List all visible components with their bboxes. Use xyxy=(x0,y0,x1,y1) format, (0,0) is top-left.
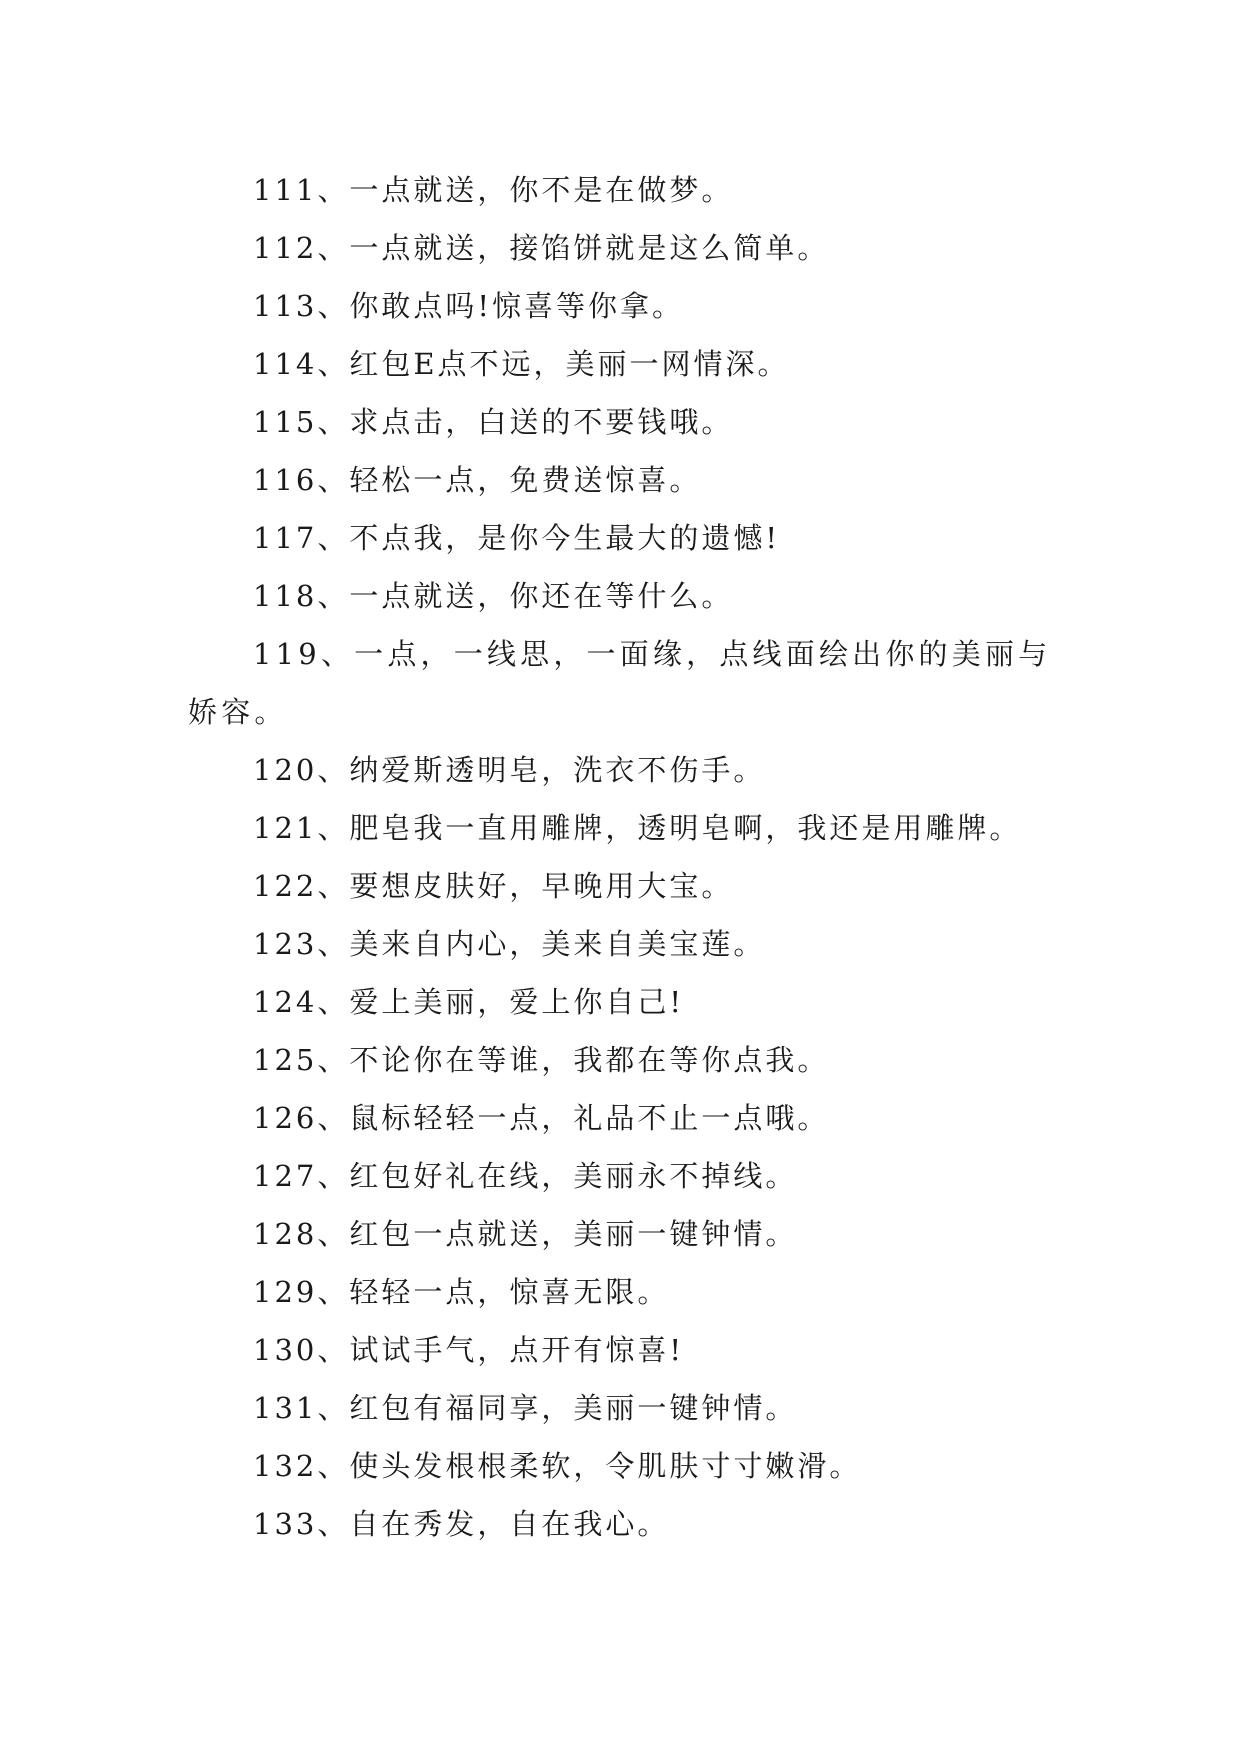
slogan-112: 112、一点就送，接馅饼就是这么简单。 xyxy=(253,231,830,265)
slogan-119: 119、一点，一线思，一面缘，点线面绘出你的美丽与娇容。 xyxy=(188,637,1052,729)
slogan-116: 116、轻松一点，免费送惊喜。 xyxy=(253,463,702,497)
slogan-131: 131、红包有福同享，美丽一键钟情。 xyxy=(253,1391,798,1425)
slogan-123: 123、美来自内心，美来自美宝莲。 xyxy=(253,927,766,961)
slogan-124: 124、爱上美丽，爱上你自己! xyxy=(253,985,685,1019)
slogan-120: 120、纳爱斯透明皂，洗衣不伤手。 xyxy=(253,753,766,787)
slogan-125: 125、不论你在等谁，我都在等你点我。 xyxy=(253,1043,830,1077)
slogan-114: 114、红包E点不远，美丽一网情深。 xyxy=(253,347,790,381)
slogan-115: 115、求点击，白送的不要钱哦。 xyxy=(253,405,734,439)
slogan-126: 126、鼠标轻轻一点，礼品不止一点哦。 xyxy=(253,1101,830,1135)
slogan-133: 133、自在秀发，自在我心。 xyxy=(253,1507,670,1541)
slogan-130: 130、试试手气，点开有惊喜! xyxy=(253,1333,685,1367)
slogan-121: 121、肥皂我一直用雕牌，透明皂啊，我还是用雕牌。 xyxy=(253,811,1022,845)
slogan-113: 113、你敢点吗!惊喜等你拿。 xyxy=(253,289,685,323)
slogan-132: 132、使头发根根柔软，令肌肤寸寸嫩滑。 xyxy=(253,1449,862,1483)
slogan-111: 111、一点就送，你不是在做梦。 xyxy=(253,173,734,207)
slogan-122: 122、要想皮肤好，早晚用大宝。 xyxy=(253,869,734,903)
slogan-129: 129、轻轻一点，惊喜无限。 xyxy=(253,1275,670,1309)
slogan-117: 117、不点我，是你今生最大的遗憾! xyxy=(253,521,781,555)
slogan-128: 128、红包一点就送，美丽一键钟情。 xyxy=(253,1217,798,1251)
document-body xyxy=(188,161,1058,1553)
slogan-127: 127、红包好礼在线，美丽永不掉线。 xyxy=(253,1159,798,1193)
slogan-118: 118、一点就送，你还在等什么。 xyxy=(253,579,734,613)
